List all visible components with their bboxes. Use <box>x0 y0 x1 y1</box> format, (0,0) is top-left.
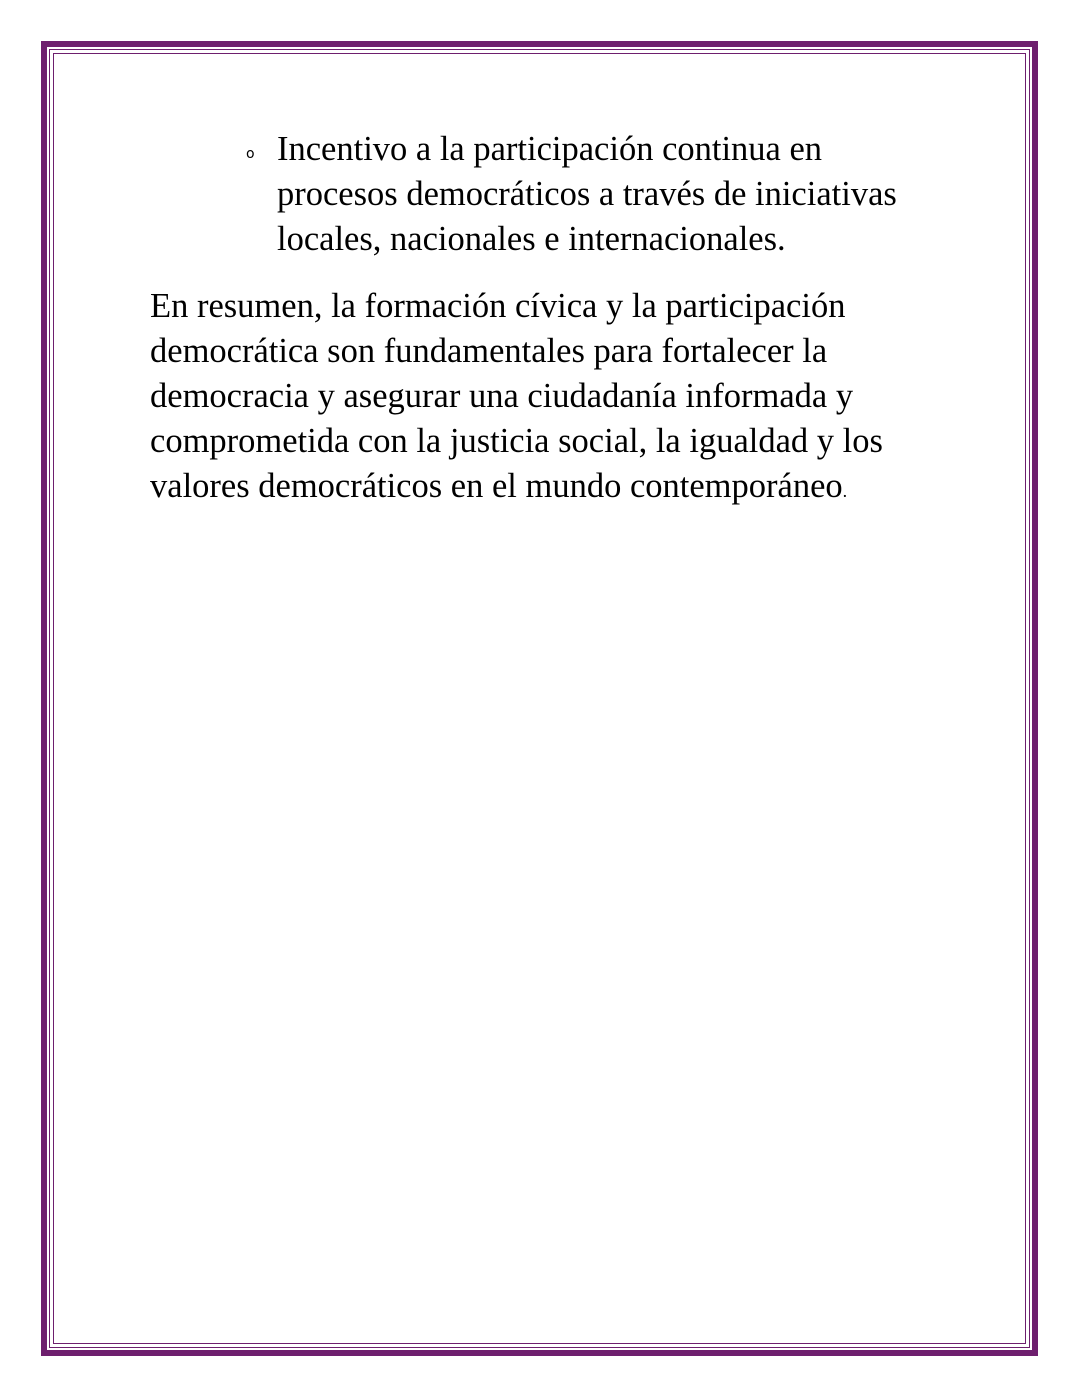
hollow-circle-bullet-icon: o <box>246 146 255 162</box>
bullet-list-item <box>150 127 950 262</box>
summary-paragraph <box>150 284 940 514</box>
summary-final-period: . <box>842 481 848 501</box>
document-content <box>150 127 950 514</box>
bullet-text: Incentivo a la participación continua en procesos democráticos a través de iniciativas locales, nacionales e internacionales. <box>277 130 897 258</box>
summary-text: En resumen, la formación cívica y la participación democrática son fundamentales para fortalecer la democracia y asegurar una ciudadanía informada y comprometida con la justicia social, la igualdad y los valores democráticos en el mundo contemporáneo <box>150 287 883 505</box>
